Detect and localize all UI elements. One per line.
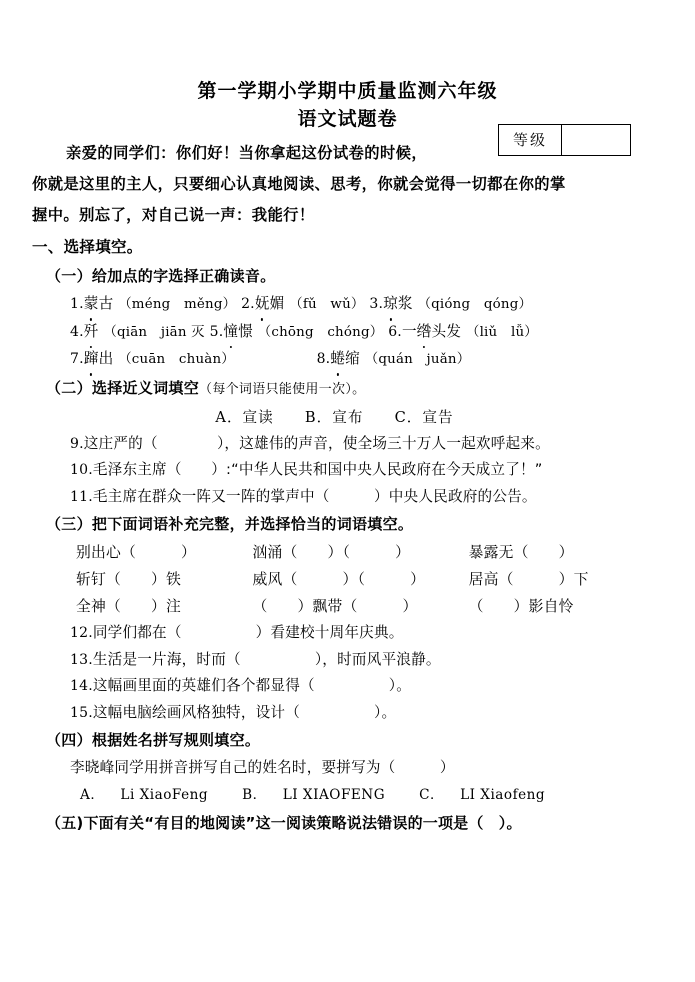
- pinyin-choices[interactable]: （cuān chuàn）: [118, 352, 235, 367]
- word-rest: 古: [98, 295, 114, 312]
- question-15: [32, 700, 667, 727]
- intro-line-2: 你就是这里的主人，只要细心认真地阅读、思考，你就会觉得一切都在你的掌: [32, 175, 566, 193]
- item-number: 15.: [70, 704, 93, 721]
- idiom-cell[interactable]: 别出心（ ）: [76, 544, 196, 561]
- grade-label: 等级: [499, 125, 562, 155]
- answer-blank[interactable]: [182, 457, 212, 484]
- answer-blank[interactable]: [182, 620, 256, 647]
- option-a-text[interactable]: Li XiaoFeng: [120, 786, 209, 803]
- question-9: [32, 431, 667, 458]
- dotted-char: 蜷: [330, 346, 345, 373]
- item-number: 10.: [70, 462, 93, 478]
- pinyin-choices[interactable]: （méng měng）: [118, 297, 237, 312]
- word-rest: 憬: [238, 322, 253, 340]
- word-rest: 媚: [269, 295, 285, 312]
- dotted-char: 妩: [255, 291, 270, 318]
- question-text-after: ）。: [388, 677, 412, 694]
- idiom-row: [32, 539, 667, 566]
- question-text-after: ）:“中华人民共和国中央人民政府在今天成立了！”: [211, 461, 543, 478]
- pinyin-line-3: [32, 346, 667, 374]
- name-spelling-options: [32, 782, 667, 809]
- pinyin-choices[interactable]: （qióng qóng）: [417, 297, 533, 312]
- pinyin-line-1: [32, 291, 667, 319]
- dotted-char: 琼: [383, 291, 398, 318]
- question-12: [32, 620, 667, 647]
- item-number: 12.: [70, 625, 93, 641]
- option-a-label: A．: [80, 786, 105, 803]
- question-14: [32, 673, 667, 700]
- option-c-text[interactable]: LI Xiaofeng: [460, 786, 546, 803]
- grade-value-cell[interactable]: [562, 125, 630, 155]
- word-rest: 浆: [397, 295, 413, 312]
- dotted-char: 歼: [84, 319, 99, 346]
- item-number: 8.: [316, 351, 331, 367]
- answer-blank[interactable]: [315, 673, 389, 700]
- part-two-note: （每个词语只能使用一次）。: [199, 381, 366, 397]
- word-rest: 缩: [345, 350, 360, 367]
- pinyin-choices[interactable]: （quán juǎn）: [364, 352, 471, 367]
- answer-blank[interactable]: [300, 700, 374, 727]
- item-number: 7.: [70, 351, 84, 367]
- part-three-heading: （三）把下面词语补充完整，并选择恰当的词语填空。: [46, 515, 414, 533]
- item-number: 5.: [209, 323, 224, 340]
- question-text-before: 这庄严的（: [83, 434, 158, 452]
- question-text-before: 这幅电脑绘画风格独特，设计（: [92, 703, 300, 721]
- pinyin-choices[interactable]: （fǔ wǔ）: [289, 297, 365, 312]
- idiom-cell[interactable]: 全神（ ）注: [76, 598, 181, 615]
- idiom-row: [32, 566, 667, 593]
- idiom-cell[interactable]: 汹涌（ ）（ ）: [252, 544, 411, 561]
- word-pre: 一: [401, 322, 417, 340]
- word-rest: 出: [98, 350, 114, 367]
- option-b-text[interactable]: LI XIAOFENG: [282, 786, 386, 803]
- pinyin-line-2: [32, 319, 667, 347]
- item-number: 2.: [241, 296, 255, 312]
- item-number: 13.: [70, 651, 93, 668]
- part-two-heading: [32, 374, 667, 404]
- page-title-line1: 第一学期小学期中质量监测六年级: [197, 80, 498, 102]
- dotted-char: 蒙: [84, 291, 99, 318]
- dotted-char: 憧: [223, 319, 238, 346]
- part-one-heading: （一）给加点的字选择正确读音。: [46, 267, 276, 285]
- item-number: 6.: [388, 323, 402, 340]
- idiom-cell[interactable]: 威风（ ）（ ）: [252, 571, 426, 588]
- pinyin-choices[interactable]: （qiān jiān 灭: [103, 324, 205, 340]
- idiom-row: [32, 593, 667, 620]
- section-one-heading: 一、选择填空。: [32, 238, 143, 256]
- pinyin-choices[interactable]: （liǔ lǚ）: [465, 324, 538, 340]
- question-10: [32, 457, 667, 484]
- question-text-before: 毛主席在群众一阵又一阵的掌声中（: [92, 487, 330, 505]
- question-13: [32, 647, 667, 674]
- title-block: [0, 0, 695, 134]
- item-number: 9.: [70, 435, 84, 452]
- answer-blank[interactable]: [158, 431, 217, 458]
- part-five-heading: （五)下面有关“有目的地阅读”这一阅读策略说法错误的一项是（ ）。: [46, 813, 522, 832]
- question-text-before: 这幅画里面的英雄们各个都显得（: [92, 677, 315, 694]
- intro-line-1: 亲爱的同学们：你们好！当你拿起这份试卷的时候，: [66, 144, 428, 162]
- grade-box: [498, 124, 631, 156]
- word-rest: 头发: [431, 322, 462, 340]
- part-two-title: （二）选择近义词填空: [46, 378, 200, 397]
- idiom-cell[interactable]: （ ）影自怜: [468, 598, 574, 615]
- question-11: [32, 484, 667, 511]
- paper-content: [0, 138, 695, 838]
- idiom-cell[interactable]: 暴露无（ ）: [468, 544, 574, 561]
- pinyin-choices[interactable]: （chōng chóng）: [257, 324, 384, 340]
- synonym-options[interactable]: A．宣读 B．宣布 C．宣告: [215, 408, 454, 426]
- name-spelling-question: 李晓峰同学用拼音拼写自己的姓名时，要拼写为（ ）: [70, 759, 455, 776]
- answer-blank[interactable]: [330, 484, 374, 511]
- item-number: 14.: [70, 678, 93, 694]
- item-number: 1.: [70, 296, 84, 312]
- idiom-cell[interactable]: 居高（ ）下: [468, 571, 589, 588]
- question-text-before: 生活是一片海，时而（: [92, 650, 241, 668]
- idiom-cell[interactable]: 斩钉（ ）铁: [76, 571, 181, 588]
- item-number: 11.: [70, 488, 93, 505]
- page-title-line2: 语文试题卷: [297, 108, 398, 130]
- question-text-after: ）。: [373, 703, 397, 721]
- question-text-before: 同学们都在（: [92, 624, 182, 641]
- intro-line-3: 握中。别忘了，对自己说一声：我能行！: [32, 206, 315, 224]
- answer-blank[interactable]: [241, 647, 315, 674]
- item-number: 4.: [70, 323, 84, 340]
- question-text-after: ）中央人民政府的公告。: [373, 487, 537, 505]
- dotted-char: 绺: [417, 319, 432, 346]
- item-number: 3.: [369, 296, 384, 312]
- question-text-after: ）看建校十周年庆典。: [255, 624, 404, 641]
- question-text-after: ），时而风平浪静。: [314, 650, 441, 668]
- idiom-cell[interactable]: （ ）飘带（ ）: [252, 598, 418, 615]
- question-text-after: ），这雄伟的声音，使全场三十万人一起欢呼起来。: [216, 434, 550, 452]
- option-c-label: C．: [419, 786, 445, 803]
- part-four-heading: （四）根据姓名拼写规则填空。: [46, 731, 261, 749]
- dotted-char: 蹿: [84, 346, 99, 373]
- option-b-label: B．: [242, 786, 267, 803]
- question-text-before: 毛泽东主席（: [92, 461, 182, 478]
